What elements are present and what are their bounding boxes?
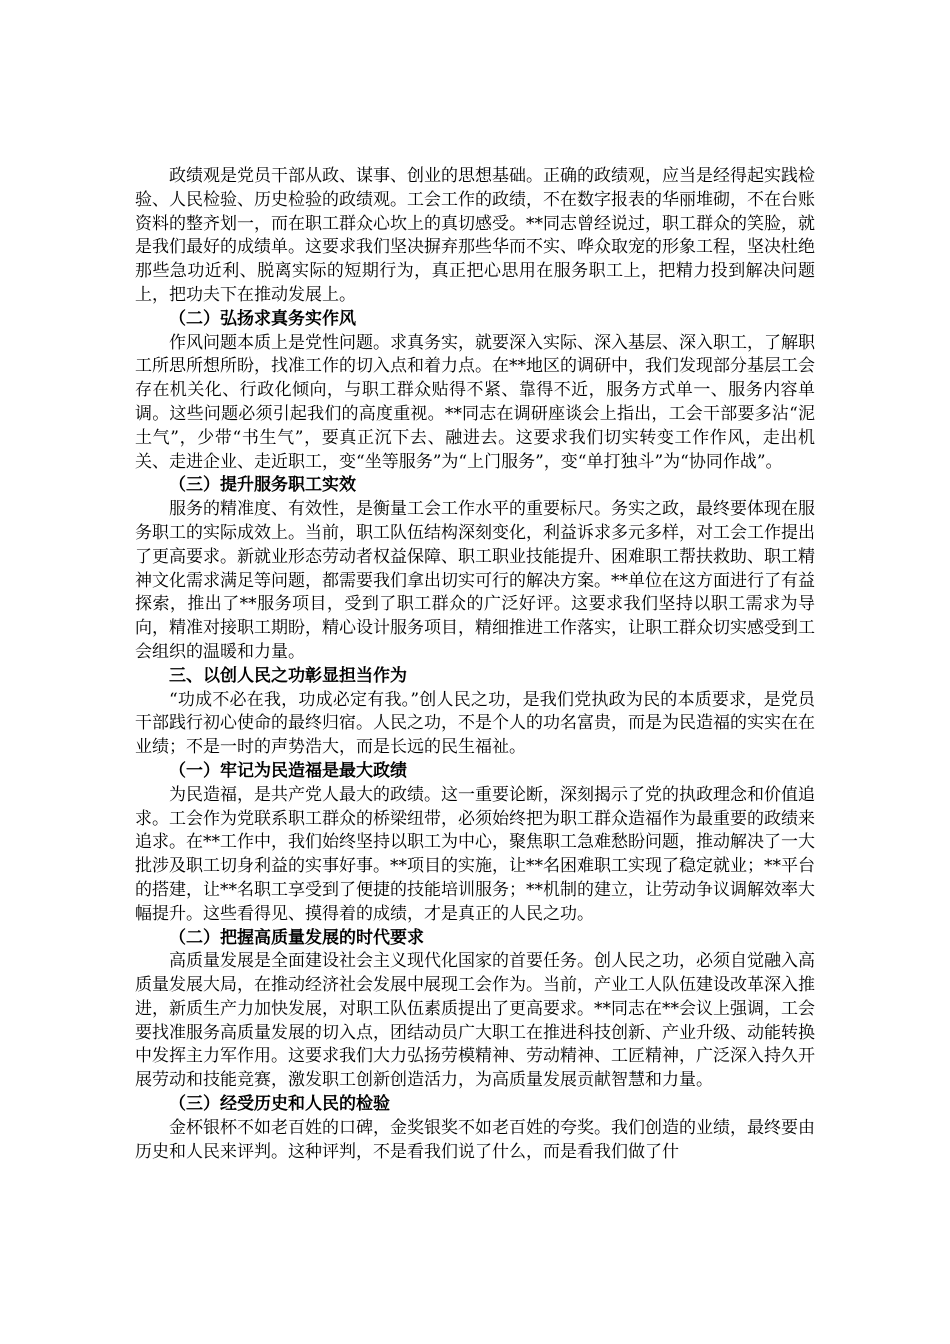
section-heading-truth-seeking-style: （二）弘扬求真务实作风 (169, 308, 356, 329)
section-heading-benefit-people: （一）牢记为民造福是最大政绩 (169, 760, 407, 781)
section-heading-service-effectiveness: （三）提升服务职工实效 (169, 475, 356, 496)
paragraph-history-test: 金杯银杯不如老百姓的口碑，金奖银奖不如老百姓的夸奖。我们创造的业绩，最终要由历史和人民来评判。这种评判，不是看我们说了什么，而是看我们做了什 (135, 1117, 815, 1162)
section-heading-high-quality-development: （二）把握高质量发展的时代要求 (169, 927, 424, 948)
paragraph-service-precision: 服务的精准度、有效性，是衡量工会工作水平的重要标尺。务实之政，最终要体现在服务职工的实际成效上。当前，职工队伍结构深刻变化，利益诉求多元多样，对工会工作提出了更高要求。新就业形态劳动者权益保障、职工职业技能提升、困难职工帮扶救助、职工精神文化需求满足等问题，都需要我们拿出切实可行的解决方案。**单位在这方面进行了有益探索，推出了**服务项目，受到了职工群众的广泛好评。这要求我们坚持以职工需求为导向，精准对接职工期盼，精心设计服务项目，精细推进工作落实，让职工群众切实感受到工会组织的温暖和力量。 (135, 499, 815, 662)
paragraph-people-achievement-intro: “功成不必在我，功成必定有我。”创人民之功，是我们党执政为民的本质要求，是党员干部践行初心使命的最终归宿。人民之功，不是个人的功名富贵，而是为民造福的实实在在业绩；不是一时的声势浩大，而是长远的民生福祉。 (135, 689, 815, 758)
chapter-heading-people-achievement: 三、以创人民之功彰显担当作为 (169, 665, 407, 686)
paragraph-political-achievement-view: 政绩观是党员干部从政、谋事、创业的思想基础。正确的政绩观，应当是经得起实践检验、人民检验、历史检验的政绩观。工会工作的政绩，不在数字报表的华丽堆砌，不在台账资料的整齐划一，而在职工群众心坎上的真切感受。**同志曾经说过，职工群众的笑脸，就是我们最好的成绩单。这要求我们坚决摒弃那些华而不实、哗众取宠的形象工程，坚决杜绝那些急功近利、脱离实际的短期行为，真正把心思用在服务职工上，把精力投到解决问题上，把功夫下在推动发展上。 (135, 166, 815, 305)
paragraph-work-style: 作风问题本质上是党性问题。求真务实，就要深入实际、深入基层、深入职工，了解职工所思所想所盼，找准工作的切入点和着力点。在**地区的调研中，我们发现部分基层工会存在机关化、行政化倾向，与职工群众贴得不紧、靠得不近，服务方式单一、服务内容单调。这些问题必须引起我们的高度重视。**同志在调研座谈会上指出，工会干部要多沾“泥土气”，少带“书生气”，要真正沉下去、融进去。这要求我们切实转变工作作风，走出机关、走进企业、走近职工，变“坐等服务”为“上门服务”，变“单打独斗”为“协同作战”。 (135, 332, 815, 472)
paragraph-benefit-people: 为民造福，是共产党人最大的政绩。这一重要论断，深刻揭示了党的执政理念和价值追求。工会作为党联系职工群众的桥梁纽带，必须始终把为职工群众造福作为最重要的政绩来追求。在**工作中，我们始终坚持以职工为中心，聚焦职工急难愁盼问题，推动解决了一大批涉及职工切身利益的实事好事。**项目的实施，让**名困难职工实现了稳定就业；**平台的搭建，让**名职工享受到了便捷的技能培训服务；**机制的建立，让劳动争议调解效率大幅提升。这些看得见、摸得着的成绩，才是真正的人民之功。 (135, 784, 815, 924)
document-page (135, 165, 815, 1164)
section-heading-history-test: （三）经受历史和人民的检验 (169, 1094, 390, 1115)
paragraph-high-quality-development: 高质量发展是全面建设社会主义现代化国家的首要任务。创人民之功，必须自觉融入高质量发展大局，在推动经济社会发展中展现工会作为。当前，产业工人队伍建设改革深入推进，新质生产力加快发展，对职工队伍素质提出了更高要求。**同志在**会议上强调，工会要找准服务高质量发展的切入点，团结动员广大职工在推进科技创新、产业升级、动能转换中发挥主力军作用。这要求我们大力弘扬劳模精神、劳动精神、工匠精神，广泛深入持久开展劳动和技能竞赛，激发职工创新创造活力，为高质量发展贡献智慧和力量。 (135, 951, 815, 1091)
